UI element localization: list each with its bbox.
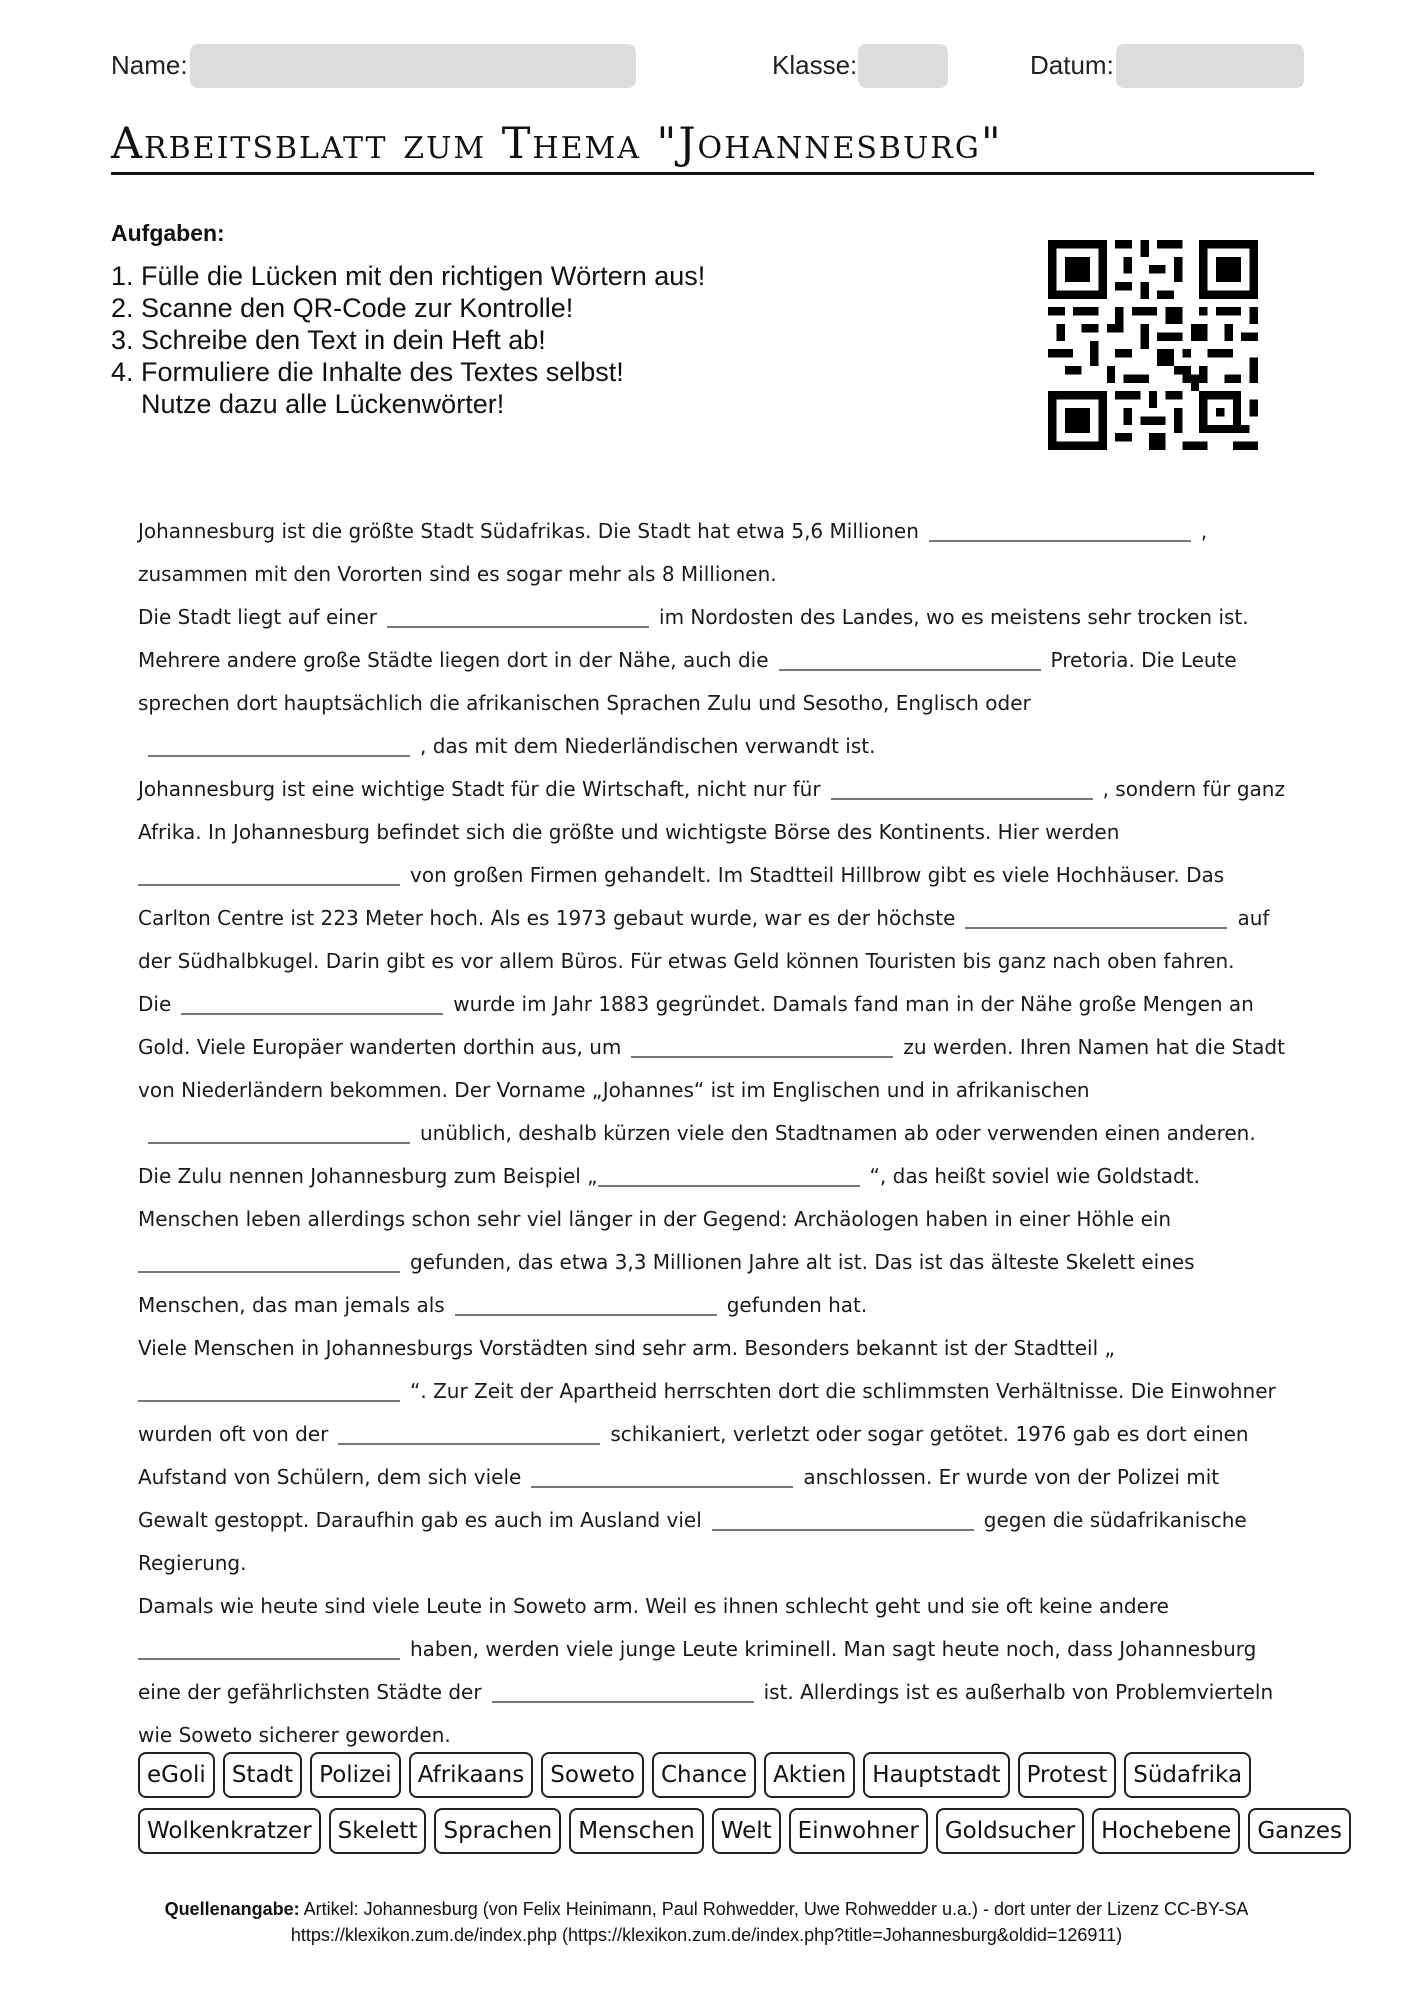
word-chip[interactable]: Einwohner [789, 1808, 928, 1854]
word-chip[interactable]: Hauptstadt [863, 1752, 1009, 1798]
word-chip[interactable]: Skelett [329, 1808, 427, 1854]
task-item: 4. Formuliere die Inhalte des Textes selbst! [111, 357, 624, 387]
gap-field[interactable] [831, 774, 1093, 800]
gap-field[interactable] [492, 1677, 754, 1703]
word-chip[interactable]: Menschen [569, 1808, 704, 1854]
word-chip[interactable]: Protest [1018, 1752, 1117, 1798]
task-item: 3. Schreibe den Text in dein Heft ab! [111, 325, 546, 355]
qr-code-icon[interactable] [1048, 240, 1258, 450]
paragraph: Die wurde im Jahr 1883 gegründet. Damals fand man in der Nähe große Mengen an Gold. Viele Europäer wanderten dorthin aus, um zu werden. Ihren Namen hat die Stadt von Niederländern bekommen. Der Vorname „Johannes“ ist im Englischen und in afrikanischenunüblich, deshalb kürzen viele den Stadtnamen ab oder verwenden einen anderen. Die Zulu nennen Johannesburg zum Beispiel „ “, das heißt soviel wie Goldstadt. [138, 983, 1288, 1198]
paragraph: Viele Menschen in Johannesburgs Vorstädten sind sehr arm. Besonders bekannt ist der Stadtteil „ “. Zur Zeit der Apartheid herrschten dort die schlimmsten Verhältnisse. Die Einwohner wurden oft von der schikaniert, verletzt oder sogar getötet. 1976 gab es dort einen Aufstand von Schülern, dem sich viele anschlossen. Er wurde von der Polizei mit Gewalt gestoppt. Daraufhin gab es auch im Ausland viel gegen die südafrikanische Regierung. [138, 1336, 1276, 1575]
word-chip[interactable]: Stadt [223, 1752, 302, 1798]
paragraph: Johannesburg ist eine wichtige Stadt für die Wirtschaft, nicht nur für , sondern für ganz Afrika. In Johannesburg befindet sich die größte und wichtigste Börse des Kontinents. Hier werden von großen Firmen gehandelt. Im Stadtteil Hillbrow gibt es viele Hochhäuser. Das Carlton Centre ist 223 Meter hoch. Als es 1973 gebaut wurde, war es der höchste auf der Südhalbkugel. Darin gibt es vor allem Büros. Für etwas Geld können Touristen bis ganz nach oben fahren. [138, 768, 1288, 983]
task-item: 1. Fülle die Lücken mit den richtigen Wörtern aus! [111, 261, 706, 291]
paragraph: Mehrere andere große Städte liegen dort in der Nähe, auch die Pretoria. Die Leute sprechen dort hauptsächlich die afrikanischen Sprachen Zulu und Sesotho, Englisch oder, das mit dem Niederländischen verwandt ist. [138, 639, 1288, 768]
gap-field[interactable] [138, 860, 400, 886]
source-label: Quellenangabe: [164, 1899, 300, 1919]
paragraph: Die Stadt liegt auf einer im Nordosten des Landes, wo es meistens sehr trocken ist. [138, 596, 1288, 639]
cloze-text [138, 510, 1288, 1757]
gap-field[interactable] [338, 1419, 600, 1445]
date-label: Datum: [1030, 50, 1114, 80]
gap-field[interactable] [929, 516, 1191, 542]
word-chip[interactable]: eGoli [138, 1752, 215, 1798]
gap-field[interactable] [455, 1290, 717, 1316]
word-chip[interactable]: Südafrika [1124, 1752, 1251, 1798]
class-label: Klasse: [772, 50, 858, 80]
source-note [100, 1896, 1313, 1948]
date-field[interactable] [1116, 44, 1304, 88]
word-chip[interactable]: Wolkenkratzer [138, 1808, 321, 1854]
word-chip[interactable]: Afrikaans [409, 1752, 534, 1798]
gap-field[interactable] [181, 989, 443, 1015]
task-item: Nutze dazu alle Lückenwörter! [111, 389, 505, 419]
word-chip[interactable]: Polizei [310, 1752, 401, 1798]
gap-field[interactable] [965, 903, 1227, 929]
gap-field[interactable] [387, 602, 649, 628]
gap-field[interactable] [138, 1247, 400, 1273]
paragraph: Johannesburg ist die größte Stadt Südafrikas. Die Stadt hat etwa 5,6 Millionen , zusammen mit den Vororten sind es sogar mehr als 8 Millionen. [138, 510, 1288, 596]
word-chip[interactable]: Chance [652, 1752, 756, 1798]
word-bank [138, 1752, 1343, 1864]
gap-field[interactable] [138, 1376, 400, 1402]
paragraph: Menschen leben allerdings schon sehr viel länger in der Gegend: Archäologen haben in einer Höhle ein gefunden, das etwa 3,3 Millionen Jahre alt ist. Das ist das älteste Skelett eines Menschen, das man jemals als gefunden hat. [138, 1207, 1195, 1317]
task-item: 2. Scanne den QR-Code zur Kontrolle! [111, 293, 574, 323]
gap-field[interactable] [712, 1505, 974, 1531]
word-chip[interactable]: Hochebene [1092, 1808, 1240, 1854]
word-bank-row [138, 1752, 1318, 1798]
word-chip[interactable]: Aktien [764, 1752, 855, 1798]
tasks-heading: Aufgaben: [111, 220, 225, 246]
gap-field[interactable] [779, 645, 1041, 671]
word-chip[interactable]: Soweto [541, 1752, 644, 1798]
word-chip[interactable]: Welt [712, 1808, 781, 1854]
gap-field[interactable] [531, 1462, 793, 1488]
gap-field[interactable] [148, 731, 410, 757]
task-list [111, 260, 705, 420]
word-chip[interactable]: Ganzes [1248, 1808, 1351, 1854]
page-title: Arbeitsblatt zum Thema "Johannesburg" [111, 118, 1314, 175]
source-line-2[interactable]: https://klexikon.zum.de/index.php (https://klexikon.zum.de/index.php?title=Johannesburg&oldid=126911) [290, 1925, 1123, 1945]
paragraph: Damals wie heute sind viele Leute in Soweto arm. Weil es ihnen schlecht geht und sie oft keine andere haben, werden viele junge Leute kriminell. Man sagt heute noch, dass Johannesburg eine der gefährlichsten Städte der ist. Allerdings ist es außerhalb von Problemvierteln wie Soweto sicherer geworden. [138, 1594, 1274, 1747]
word-chip[interactable]: Sprachen [434, 1808, 561, 1854]
name-field[interactable] [190, 44, 636, 88]
source-line-1: Quellenangabe: Artikel: Johannesburg (von Felix Heinimann, Paul Rohwedder, Uwe Rohwedder u.a.) - dort unter der Lizenz CC-BY-SA [164, 1899, 1249, 1919]
gap-field[interactable] [138, 1634, 400, 1660]
word-chip[interactable]: Goldsucher [936, 1808, 1084, 1854]
word-bank-row [138, 1808, 1343, 1854]
gap-field[interactable] [598, 1161, 860, 1187]
class-field[interactable] [858, 44, 948, 88]
gap-field[interactable] [631, 1032, 893, 1058]
gap-field[interactable] [148, 1118, 410, 1144]
name-label: Name: [111, 50, 188, 80]
